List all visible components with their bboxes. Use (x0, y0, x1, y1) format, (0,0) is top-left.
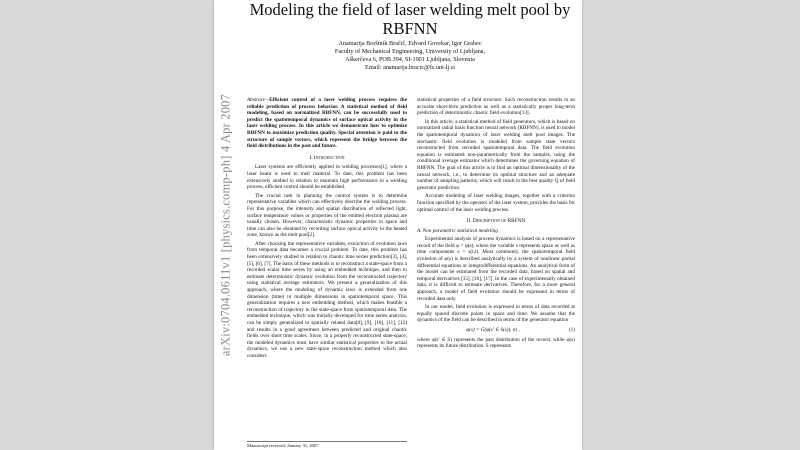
arxiv-stamp (214, 0, 238, 450)
paper-title (238, 0, 582, 38)
section-1-paragraph-3: After choosing the representative variables, extraction of evolution laws from temporal data becomes a crucial problem. To date, this problem has been extensively studied in relation to chaotic time series prediction[3], [4], [5], [6], [7]. The basis of these methods is to reconstruct a state-space from a recorded scalar time series by using an embedded technique, and then to estimate deterministic dynamic evolution from the reconstructed trajectory using statistical average estimators. We present a generalization of this approach, where the modeling of dynamic laws is extended from one dimension (time) to multiple dimensions in spatiotemporal space. This generalization requires a new embedding method, which makes feasible a reconstruction of trajectory in the state-space from spatiotemporal data. The embedded technique, which was initially developed for time series analysis, can be simply generalized to spatially related data[8], [9], [10], [11], [12] and results in a good agreement between predicted and original chaotic fields over short time scales. Since, in a properly reconstructed state-space, the modeled dynamics must have similar statistical properties to the actual dynamics, we use a new state-space reconstruction method which also considers (247, 240, 407, 359)
title-line-2: RBFNN (382, 19, 438, 38)
section-1-paragraph-2: The crucial task in planning the control system is to determine representative variables which can effectively describe the welding process. For this purpose, the intensity and spatial distribution of reflected light, surface temperature values or properties of the emitted electron plasma are usually chosen. However, characteristic dynamic properties in space and time can also be obtained by recording surface optical activity in the heated zone, known as the melt pool[2]. (247, 192, 407, 239)
section-2-heading: II. Description of RBFNN (466, 218, 526, 225)
section-2a-heading: A. Non parametric statistical modeling (417, 227, 498, 234)
email: Email: anamarija.bracic@fs.uni-lj.si (365, 64, 455, 71)
section-2-paragraph-1: Experimental analysis of process dynamics is based on a representative record of the field φ = φ(s), where the variable s represents space as well as time components s = s(r,t). Most commonly, the spatiotemporal field evolution of φ(s) is described analytically by a system of nonlinear partial differential equations or integrodifferential equations. An analytical form of the model can be estimated from the recorded data, based on spatial and temporal derivatives [15], [16], [17]. In the case of experimentally obtained data, it is difficult to estimate derivatives. Therefore, for a more general approach, a model of field evolution should be expressed in terms of recorded data only. (417, 236, 575, 302)
equation-number: (1) (568, 327, 575, 333)
section-1-paragraph-1: Laser systems are efficiently applied in welding processes[1], where a laser beam is used to melt material. To date, this problem has been extensively studied in relation to maintain high performance in a welding process, efficient control should be established. (247, 164, 407, 191)
authors: Anamarija Borštnik Bračič, Edvard Govekar, Igor Grabec (338, 40, 482, 47)
left-column (247, 97, 407, 362)
paper-page (214, 0, 582, 450)
affiliation: Faculty of Mechanical Engineering, University of Ljubljana, (334, 48, 486, 55)
right-column (417, 97, 575, 352)
title-line-1: Modeling the field of laser welding melt pool by (249, 0, 571, 19)
arxiv-identifier: arXiv:0704.0611v1 [physics.comp-ph] 4 Apr 2007 (218, 93, 233, 357)
right-paragraph-1: statistical properties of a field structure. Such reconstruction results in an accurate short-term prediction as well as a statistically proper long-term prediction of deterministic chaotic field evolution[13]. (417, 97, 575, 117)
section-1-heading: I. Introduction (309, 154, 345, 161)
address: Aškerčeva 6, POB 394, SI-1001 Ljubljana, Slovenia (345, 56, 475, 63)
abstract-lead: Abstract— (247, 97, 270, 103)
manuscript-footnote: Manuscript received: January 31, 2007 (247, 441, 407, 448)
equation-1 (417, 327, 575, 334)
abstract-text: Efficient control of a laser welding process requires the reliable prediction of process behavior. A statistical method of field modeling, based on normalized RBFNN, can be successfully used to predict the spatiotemporal dynamics of surface optical activity in the laser welding process. In this article we demonstrate how to optimize RBFNN to maximize prediction quality. Special attention is paid to the structure of sample vectors, which represent the bridge between the field distributions in the past and future. (247, 97, 407, 150)
section-2-paragraph-3: where φ(s′ ∈ S) represents the past distribution of the record, while φ(s) represents its future distribution. S represents (417, 336, 575, 350)
equation-body: φ(s) = G(φ(s′ ∈ S(s)), σ) , (466, 327, 520, 333)
right-paragraph-2: In this article, a statistical method of field generators, which is based on normalized radial basis function neural network (RBFNN), is used to model the spatiotemporal dynamics of laser welding melt pool images. The stochastic field evolution is modeled from sample state vectors reconstructed from recorded spatiotemporal data. The field evolution equation is estimated non-parametrically from the samples, using the conditional average estimator which determines the governing equation of RBFNN. The goal of this article is to find an optimal dimensionality of the neural network, i.e., to determine its optimal structure and an adequate number of sampling patterns, which will result in the best quality Q of field generator prediction. (417, 118, 575, 191)
author-block (238, 40, 582, 72)
section-2-paragraph-2: In our model, field evolution is expressed in terms of data recorded at equally spaced discrete points in space and time. We assume that the dynamics of the field can be described in terms of the generator equation (417, 304, 575, 324)
abstract (247, 97, 407, 150)
right-paragraph-3: Accurate modeling of laser welding images, together with a criterion function specified by the operator of the laser system, provides the basis for optimal control of the laser welding process. (417, 193, 575, 213)
